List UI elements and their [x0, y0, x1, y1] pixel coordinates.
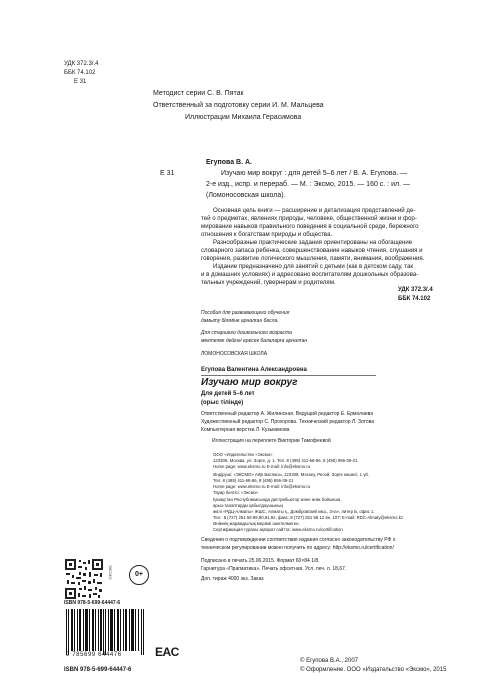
abstract-line: мирование навыков правильного поведения в социальной среде, бережного — [201, 223, 419, 230]
methodist-credit: Методист серии С. В. Пятак — [153, 90, 244, 97]
staff-line: Художественный редактор С. Прохорова. Технический редактор Л. Зотова — [201, 419, 375, 425]
purpose-ru-2: Для старшего дошкольного возраста — [201, 330, 292, 336]
responsible-credit: Ответственный за подготовку серии И. М. Мальцева — [153, 102, 324, 109]
catalog-line-3: (Ломоносовская школа). — [206, 192, 286, 199]
staff-line: Ответственный редактор А. Жилинская. Ведущий редактор Е. Ермолаева — [201, 411, 374, 417]
print-info-line: Доп. тираж 4000 экз. Заказ — [201, 576, 264, 582]
title-divider — [201, 375, 376, 376]
certification-line: Сведения о подтверждении соответствия издания согласно законодательству РФ о — [201, 537, 396, 543]
publisher-line: Home page: www.eksmo.ru E-mail: info@eksmo.ru — [213, 464, 311, 469]
bbk-code: ББК 74.102 — [64, 70, 96, 76]
catalog-line-1: Изучаю мир вокруг : для детей 5–6 лет / В. А. Егупова. — — [221, 170, 408, 177]
catalog-udk: УДК 372.3/.4 — [398, 287, 433, 293]
print-info-line: Подписано в печать 25.06.2015. Формат 60×84 1/8. — [201, 558, 320, 564]
age-rating-badge: 0+ — [129, 565, 149, 585]
publisher-line: ООО «Издательство «Эксмо» — [213, 452, 273, 457]
publisher-line: Home page: www.eksmo.ru E-mail: info@eksmo.ru — [213, 484, 311, 489]
purpose-kz-1: дамыту біліміне арналған басла. — [201, 318, 279, 324]
publisher-line: Өндіруші: «ЭКСМО» АҚБ Баспасы, 123308, Мәскеу, Ресей, Зорге көшесі, 1 үй. — [213, 472, 369, 477]
abstract-line: Издание предназначено для занятий с детьми (как в детском саду, так — [213, 263, 414, 270]
cover-credit: Иллюстрация на переплете Виктории Тимофеевой — [212, 438, 331, 444]
publisher-line: Тел. 8 (495) 411-68-86, 8 (495) 956-39-21 — [213, 478, 294, 483]
purpose-kz-2: мектепке дейінгі ересек балаларға арналған — [201, 338, 308, 344]
abstract-line: тельных учреждений, гувернерам и родителям. — [201, 279, 336, 286]
publisher-line: Өнімнің жарамдылық мерзімі шектелмеген. — [213, 521, 300, 526]
catalog-code: Е 31 — [74, 79, 87, 85]
catalog-line-2: 2-е изд., испр. и перераб. — М. : Эксмо, 2015. — 160 с. : ил. — — [206, 181, 410, 188]
book-subtitle: Для детей 5–6 лет — [201, 391, 255, 397]
abstract-line: и в домашних условиях) и адресовано воспитателям дошкольных образова- — [201, 271, 419, 278]
eac-mark: EAC — [155, 645, 179, 659]
certification-line: техническом регулировании можно получить по адресу: http://eksmo.ru/certification/ — [201, 545, 394, 551]
catalog-bbk: ББК 74.102 — [398, 296, 431, 302]
staff-line: Компьютерная верстка Л. Кузьминова — [201, 427, 290, 433]
publisher-line: 123308, Москва, ул. Зорге, д. 1. Тел. 8 (495) 411-68-86, 8 (495) 956-39-21. — [213, 458, 359, 463]
print-info-line: Гарнитура «Прагматика». Печать офсетная. Усл. печ. л. 18,67. — [201, 566, 347, 572]
abstract-line: говорения, развитие логического мышления, памяти, внимания, воображения. — [201, 255, 425, 262]
abstract-line: Основная цель книги — расширение и детализация представлений де- — [213, 207, 416, 214]
publisher-line: өкілі «РДЦ-Алматы» ЖШС, Алматы қ., Домбровский көш., 3«а», литер Б, офис 1. — [213, 509, 375, 514]
copyright-line: © Оформление. ООО «Издательство «Эксмо», 2015 — [300, 667, 447, 673]
illustrations-credit: Иллюстрации Михаила Герасимова — [185, 114, 302, 121]
barcode-isbn: ISBN 978-5-699-64447-6 — [64, 600, 121, 606]
book-subtitle-kz: (орыс тілінде) — [201, 400, 244, 406]
udk-code: УДК 372.3/.4 — [64, 61, 99, 67]
book-title: Изучаю мир вокруг — [201, 377, 298, 388]
publisher-line: Сертификация туралы ақпарат сайтта: www.eksmo.ru/certification — [213, 527, 343, 532]
catalog-card-code: Е 31 — [160, 170, 175, 177]
publisher-line: Қазақстан Республикасында дистрибьютор және өнім бойынша — [213, 497, 341, 502]
barcode-digits: 9 785699 644476 — [66, 652, 122, 658]
isbn-bottom: ISBN 978-5-699-64447-6 — [64, 667, 132, 673]
full-author: Егупова Валентина Александровна — [201, 367, 307, 373]
abstract-line: тей о предметах, явлениях природы, человеке, общественной жизни и фор- — [201, 215, 417, 222]
publisher-line: арыз-талаптарды қабылдаушының — [213, 503, 283, 508]
series-name: ЛОМОНОСОВСКАЯ ШКОЛА — [201, 351, 268, 357]
copyright-line: © Егупова В.А., 2007 — [300, 658, 359, 664]
publisher-line: Тауар белгісі: «Эксмо» — [213, 490, 259, 495]
abstract-line: отношения к богатствам природы и общества. — [201, 231, 333, 238]
abstract-line: Разнообразные практические задания ориентированы на обогащение — [213, 239, 413, 246]
abstract-line: словарного запаса ребенка, совершенствование навыков чтения, слушания и — [201, 247, 423, 254]
publisher-logo-text: ЭКСМО — [108, 565, 113, 580]
publisher-line: Тел.: 8 (727) 251 59 89,90,91,92, факс: 8 (727) 251 58 12 вн. 107; E-mail: RDC-Almaty@eksmo.kz — [213, 515, 404, 520]
purpose-ru-1: Пособия для развивающего обучения — [201, 310, 290, 316]
qr-code-icon — [64, 558, 104, 600]
catalog-author: Егупова В. А. — [206, 159, 252, 166]
